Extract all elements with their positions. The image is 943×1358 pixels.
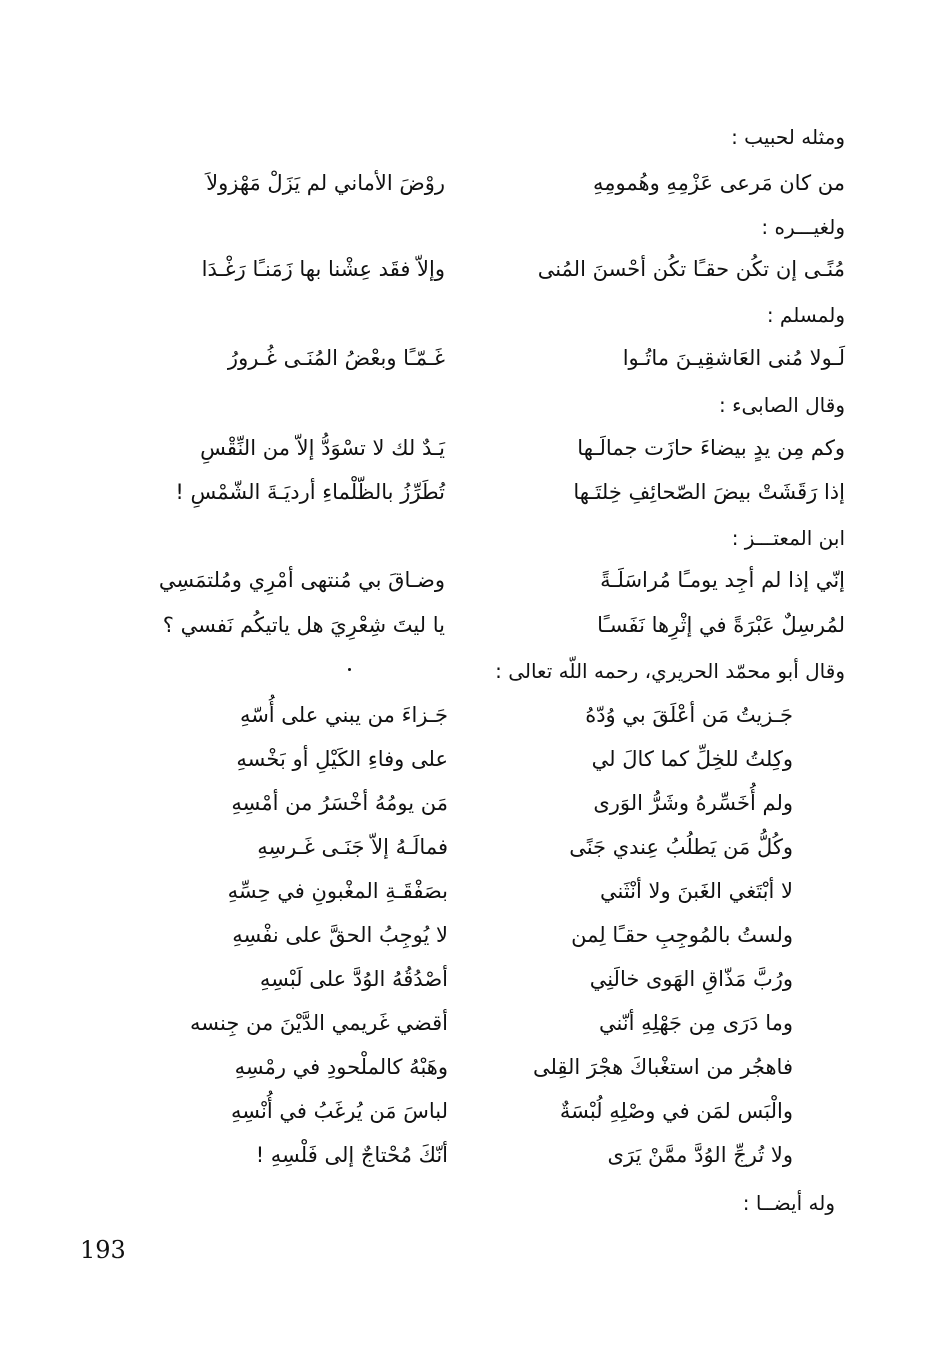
page-number: 193 — [80, 1236, 126, 1264]
verse-second-hemistich: على وفاءِ الكَيْلِ أو بَخْسهِ — [236, 747, 448, 771]
verse-second-hemistich: فمالَـهُ إلاّ جَنَـى غَـرسِهِ — [257, 835, 448, 859]
verse-first-hemistich: مُنًـى إن تكُن حقـًا تكُن أحْسنَ المُنى — [537, 257, 845, 281]
verse-first-hemistich: ولستُ بالمُوجِبِ حقـًا لِمن — [571, 923, 793, 947]
verse-first-hemistich: ولم أُخَسِّرهُ وشَرُّ الوَرى — [593, 791, 793, 815]
verse-first-hemistich: لا أبْتَغي الغَبنَ ولا أنْثَني — [600, 879, 793, 903]
verse-first-hemistich: إذا رَقَشَتْ بيضَ الصّحائِفِ خِلتَـها — [573, 480, 845, 504]
verse-second-hemistich: أصْدُقُهُ الوُدَّ على لَبْسِهِ — [259, 967, 448, 991]
verse-second-hemistich: مَن يومُهُ أخْسَرُ من أمْسِهِ — [231, 791, 448, 815]
verse-first-hemistich: وكم مِن يدٍ بيضاءَ حازَت جمالَـها — [577, 436, 845, 460]
verse-second-hemistich: غَـمّـًا وبعْضُ المُنَـى غُـرورُ — [227, 346, 445, 370]
verse-second-hemistich: أنّكَ مُحْتاجٌ إلى فَلْسِهِ ! — [255, 1143, 448, 1167]
verse-second-hemistich: وهَبْهُ كالملْحودِ في رمْسِهِ — [234, 1055, 448, 1079]
verse-first-hemistich: ورُبَّ مَذّاقِ الهَوى خالَنِي — [589, 967, 793, 991]
verse-first-hemistich: والْبَس لمَن في وصْلِهِ لُبْسَةٌ — [559, 1099, 793, 1123]
section-heading: ابن المعتـــز : — [731, 526, 845, 550]
section-heading: وله أيضــا : — [742, 1191, 835, 1215]
verse-second-hemistich: تُطَرِّزُ بالظّلْماءِ أرديَـةَ الشّمْسِ ! — [175, 480, 445, 504]
verse-first-hemistich: لَـولا مُنى العَاشقِيـنَ ماتُـوا — [622, 346, 845, 370]
verse-second-hemistich: روْضَ الأماني لم يَزَلْ مَهْزولاَ — [206, 171, 445, 195]
verse-second-hemistich: وإلاّ فقَد عِشْنا بها زَمَنـًا رَغْـدَا — [201, 257, 445, 281]
verse-second-hemistich: يَـدٌ لك لا تسْوَدُّ إلاّ من النِّقْسِ — [200, 436, 445, 460]
section-heading: ومثله لحبيب : — [731, 125, 845, 149]
verse-first-hemistich: وكِلتُ للخِلِّ كما كالَ لي — [591, 747, 793, 771]
section-heading: وقال أبو محمّد الحريري، رحمه اللّه تعالى : — [495, 659, 845, 683]
verse-first-hemistich: ولا تُرجِّ الوُدَّ ممَّنْ يَرَى — [607, 1143, 793, 1167]
section-heading: ولغيـــره : — [761, 215, 845, 239]
verse-first-hemistich: وما دَرَى مِن جَهْلِهِ أنّني — [598, 1011, 793, 1035]
verse-first-hemistich: إنّي إذا لم أجِد يومـًا مُراسَلَـةً — [600, 568, 845, 592]
stray-dot — [348, 668, 351, 671]
verse-second-hemistich: لا يُوجِبُ الحقَّ على نفْسِهِ — [232, 923, 448, 947]
section-heading: وقال الصابىء : — [718, 393, 845, 417]
verse-second-hemistich: يا ليتَ شِعْرِيَ هل ياتيكُم نَفسي ؟ — [162, 613, 445, 637]
verse-first-hemistich: من كان مَرعى عَزْمِهِ وهُمومِهِ — [593, 171, 845, 195]
verse-second-hemistich: لباسَ مَن يُرغَبُ في أُنْسِهِ — [231, 1099, 448, 1123]
verse-second-hemistich: بصَفْقَـةِ المغْبونِ في حِسِّهِ — [227, 879, 448, 903]
verse-first-hemistich: جَـزيتُ مَن أعْلَقَ بي وُدّهُ — [585, 703, 793, 727]
verse-second-hemistich: أقضي غَريمي الدَّيْنَ من جِنسه — [190, 1011, 448, 1035]
verse-second-hemistich: جَـزاءَ من يبني على أُسّهِ — [239, 703, 448, 727]
verse-first-hemistich: لمُرسِلٌ عَبْرَةً في إثْرِها نَفَسـًا — [597, 613, 845, 637]
verse-first-hemistich: وكُلُّ مَن يَطلُبُ عِندي جَنًى — [569, 835, 793, 859]
section-heading: ولمسلم : — [766, 303, 845, 327]
verse-second-hemistich: وضـاقَ بي مُنتهى أمْرِي ومُلتمَسِي — [158, 568, 445, 592]
verse-first-hemistich: فاهجُر من استغْباكَ هجْرَ القِلى — [532, 1055, 793, 1079]
